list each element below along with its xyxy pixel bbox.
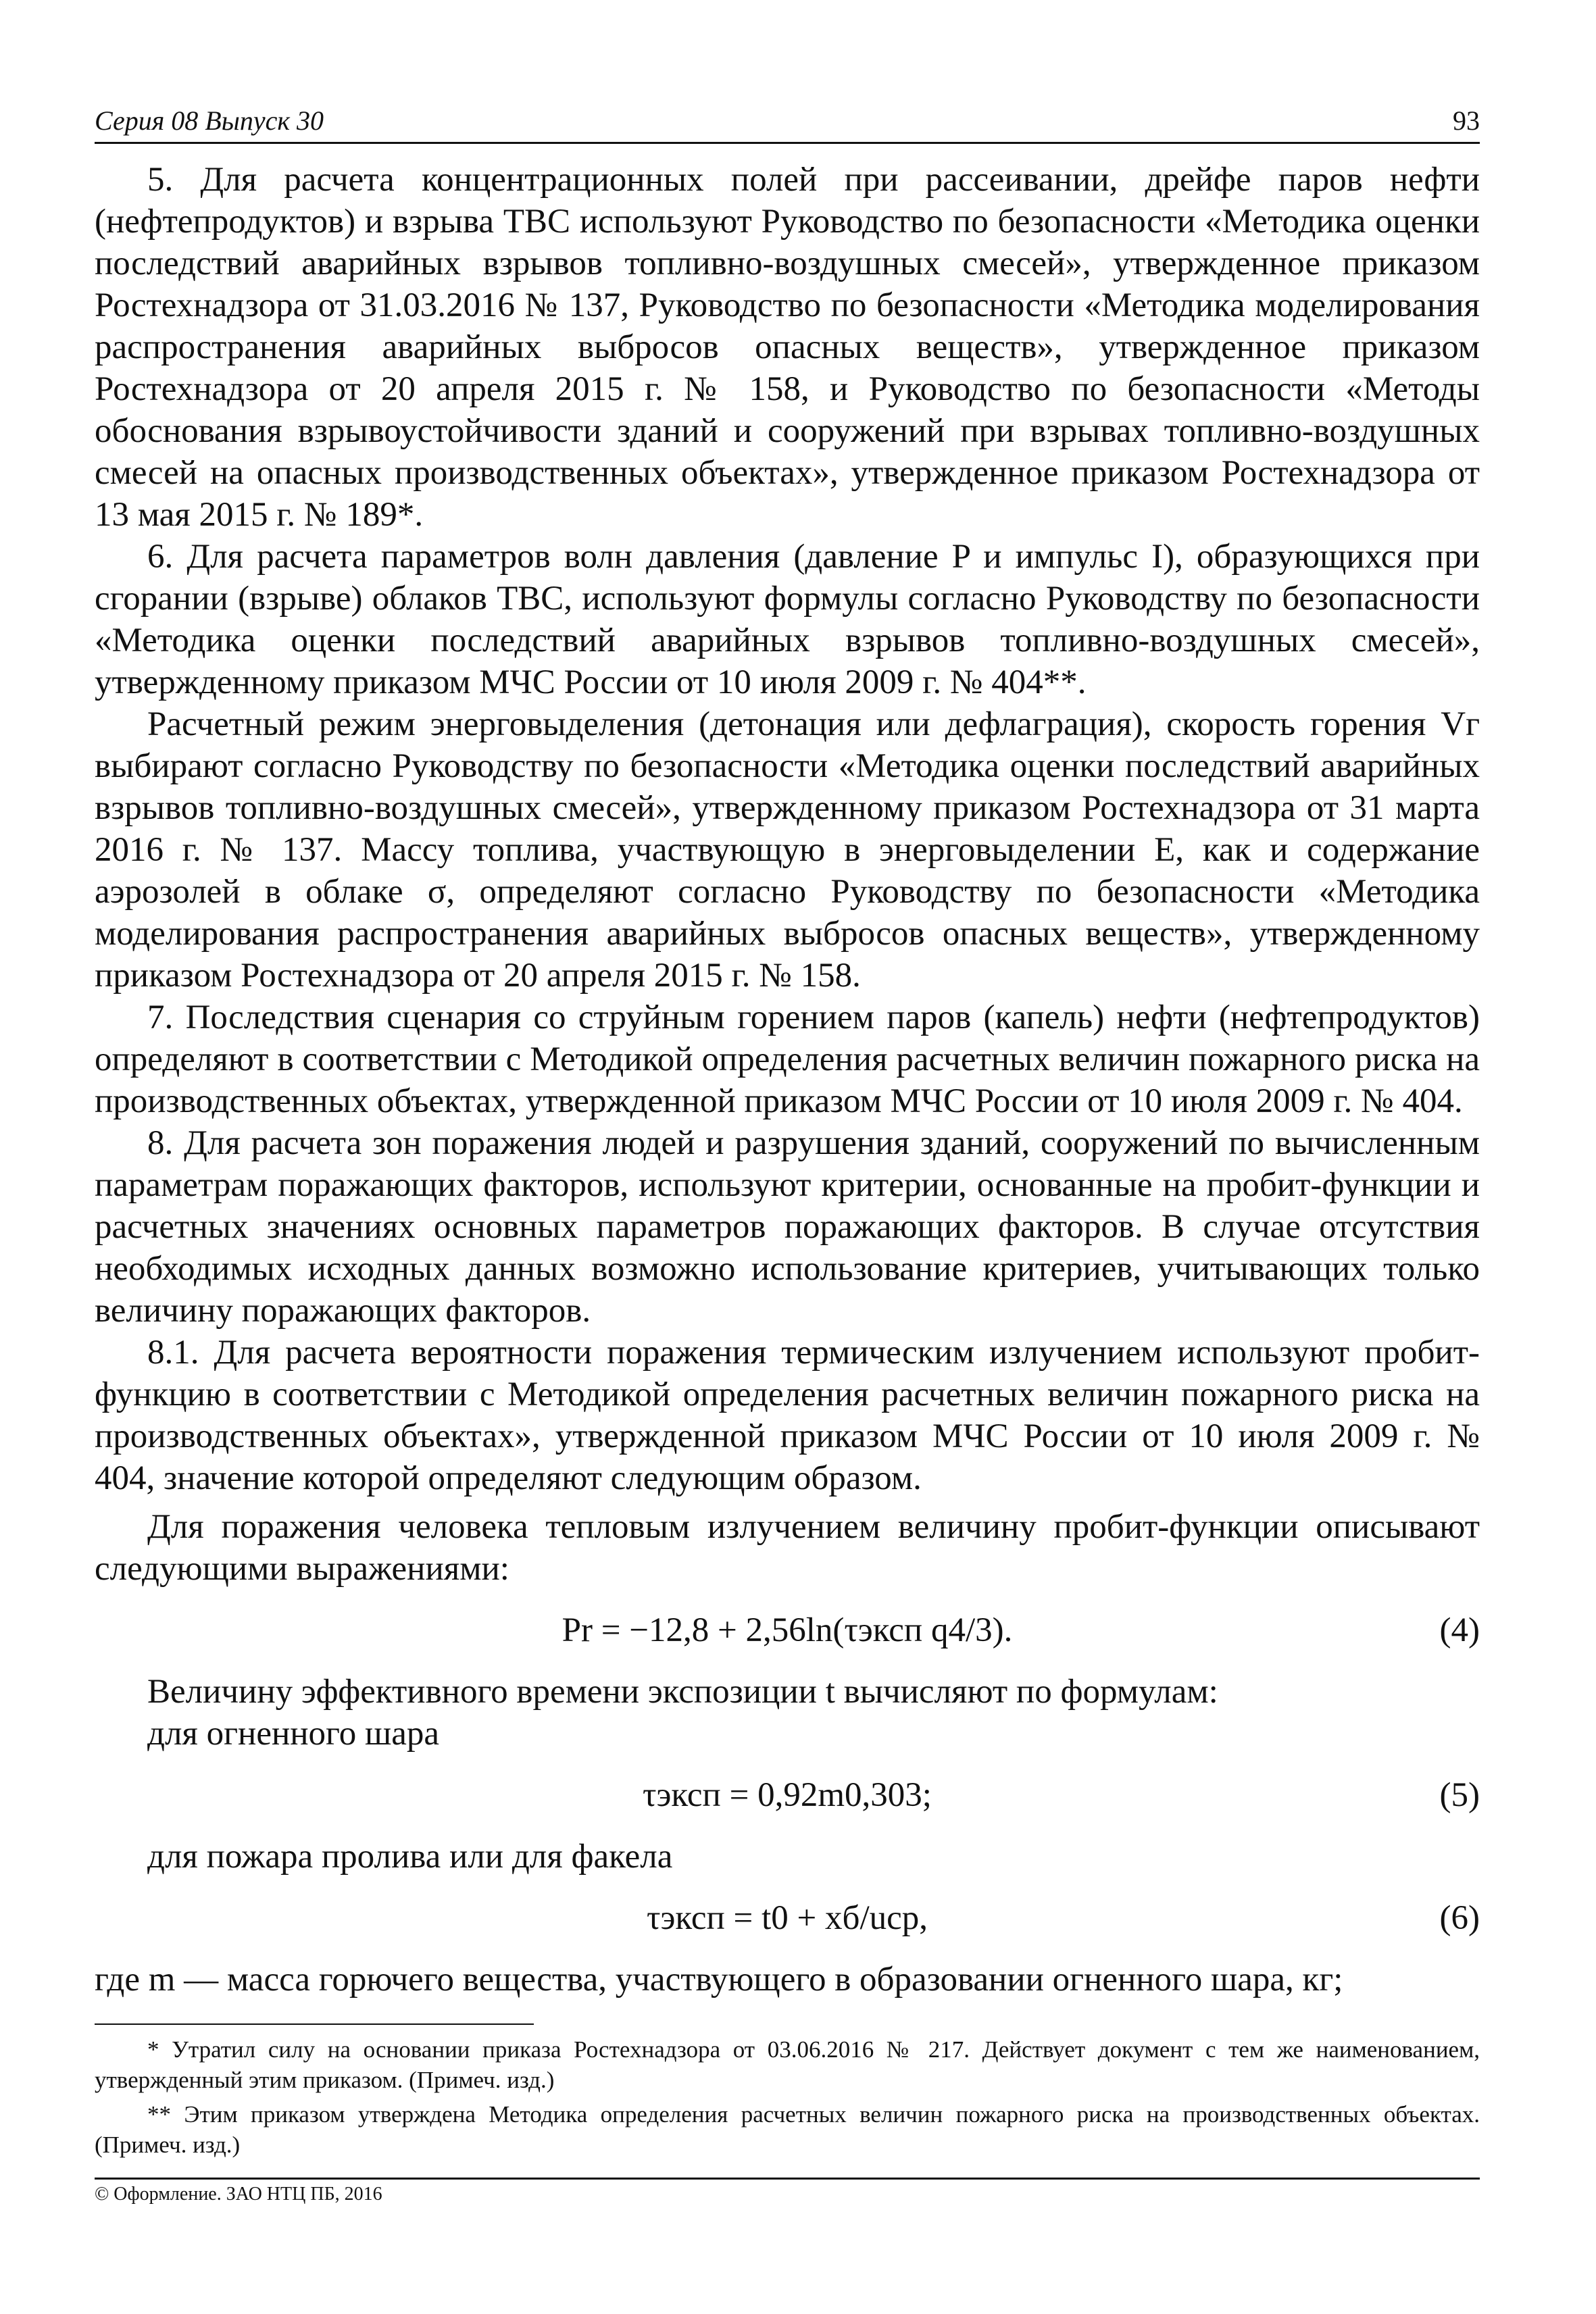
copyright-text: © Оформление. ЗАО НТЦ ПБ, 2016 — [95, 2184, 382, 2205]
where-m-definition: где m — масса горючего вещества, участвующего в образовании огненного шара, кг; — [95, 1961, 1343, 1998]
paragraph-5: 5. Для расчета концентрационных полей при рассеивании, дрейфе паров нефти (нефтепродуктов) и взрыва ТВС используют Руководство по безопасности «Методика оценки последствий аварийных взрывов топливно-воздушных смесей», утвержденное приказом Ростехнадзора от 31.03.2016 № 137, Руководство по безопасности «Методика моделирования распространения аварийных выбросов опасных веществ», утвержденное приказом Ростехнадзора от 20 апреля 2015 г. № 158, и Руководство по безопасности «Методы обоснования взрывоустойчивости зданий и сооружений при взрывах топливно-воздушных смесей на опасных производственных объектах», утвержденное приказом Ростехнадзора от 13 мая 2015 г. № 189*. — [95, 161, 1480, 534]
formula-6 — [95, 1891, 1480, 1945]
paragraph-8-1: 8.1. Для расчета вероятности поражения термическим излучением используют пробит-функцию в соответствии с Методикой определения расчетных величин пожарного риска на производственных объектах», утвержденной приказом МЧС России от 10 июля 2009 г. № 404, значение которой определяют следующим образом. — [95, 1334, 1480, 1497]
copyright-footer — [95, 2178, 1480, 2205]
formula-4 — [95, 1603, 1480, 1657]
fireball-label: для огненного шара — [147, 1715, 439, 1753]
document-page — [95, 105, 1480, 2205]
formula-4-number: (4) — [1439, 1611, 1480, 1649]
paragraph-7: 7. Последствия сценария со струйным горением паров (капель) нефти (нефтепродуктов) определяют в соответствии с Методикой определения расчетных величин пожарного риска на производственных объектах, утвержденной приказом МЧС России от 10 июля 2009 г. № 404. — [95, 999, 1480, 1120]
formula-5 — [95, 1768, 1480, 1822]
exposure-intro-text: Величину эффективного времени экспозиции t вычисляют по формулам: — [147, 1673, 1218, 1711]
footnote-1: * Утратил силу на основании приказа Ростехнадзора от 03.06.2016 № 217. Действует документ с тем же наименованием, утвержденный этим приказом. (Примеч. изд.) — [95, 2036, 1480, 2093]
formula-4-expression: Pr = −12,8 + 2,56ln(τэксп q4/3). — [562, 1611, 1013, 1649]
paragraph-8: 8. Для расчета зон поражения людей и разрушения зданий, сооружений по вычисленным параметрам поражающих факторов, используют критерии, основанные на пробит-функции и расчетных значениях основных параметров поражающих факторов. В случае отсутствия необходимых исходных данных возможно использование критериев, учитывающих только величину поражающих факторов. — [95, 1124, 1480, 1330]
formula-6-expression: τэксп = t0 + xб/uср, — [646, 1899, 928, 1937]
running-header — [95, 105, 1480, 144]
formula-5-expression: τэксп = 0,92m0,303; — [643, 1776, 932, 1814]
footnote-divider — [95, 2023, 534, 2025]
paragraph-energy-release: Расчетный режим энерговыделения (детонация или дефлаграция), скорость горения Vг выбирают согласно Руководству по безопасности «Методика оценки последствий аварийных взрывов топливно-воздушных смесей», утвержденному приказом Ростехнадзора от 31 марта 2016 г. № 137. Массу топлива, участвующую в энерговыделении E, как и содержание аэрозолей в облаке σ, определяют согласно Руководству по безопасности «Методика моделирования распространения аварийных выбросов опасных веществ», утвержденному приказом Ростехнадзора от 20 апреля 2015 г. № 158. — [95, 705, 1480, 995]
page-number: 93 — [1453, 105, 1480, 136]
formula-5-number: (5) — [1439, 1776, 1480, 1814]
series-title: Серия 08 Выпуск 30 — [95, 105, 324, 136]
spill-torch-label: для пожара пролива или для факела — [147, 1838, 673, 1876]
formula-6-number: (6) — [1439, 1899, 1480, 1937]
footnote-2: ** Этим приказом утверждена Методика определения расчетных величин пожарного риска на производственных объектах. (Примеч. изд.) — [95, 2101, 1480, 2158]
paragraph-probit-intro: Для поражения человека тепловым излучением величину пробит-функции описывают следующими выражениями: — [95, 1508, 1480, 1588]
paragraph-6: 6. Для расчета параметров волн давления (давление P и импульс I), образующихся при сгорании (взрыве) облаков ТВС, используют формулы согласно Руководству по безопасности «Методика оценки последствий аварийных взрывов топливно-воздушных смесей», утвержденному приказом МЧС России от 10 июля 2009 г. № 404**. — [95, 538, 1480, 701]
